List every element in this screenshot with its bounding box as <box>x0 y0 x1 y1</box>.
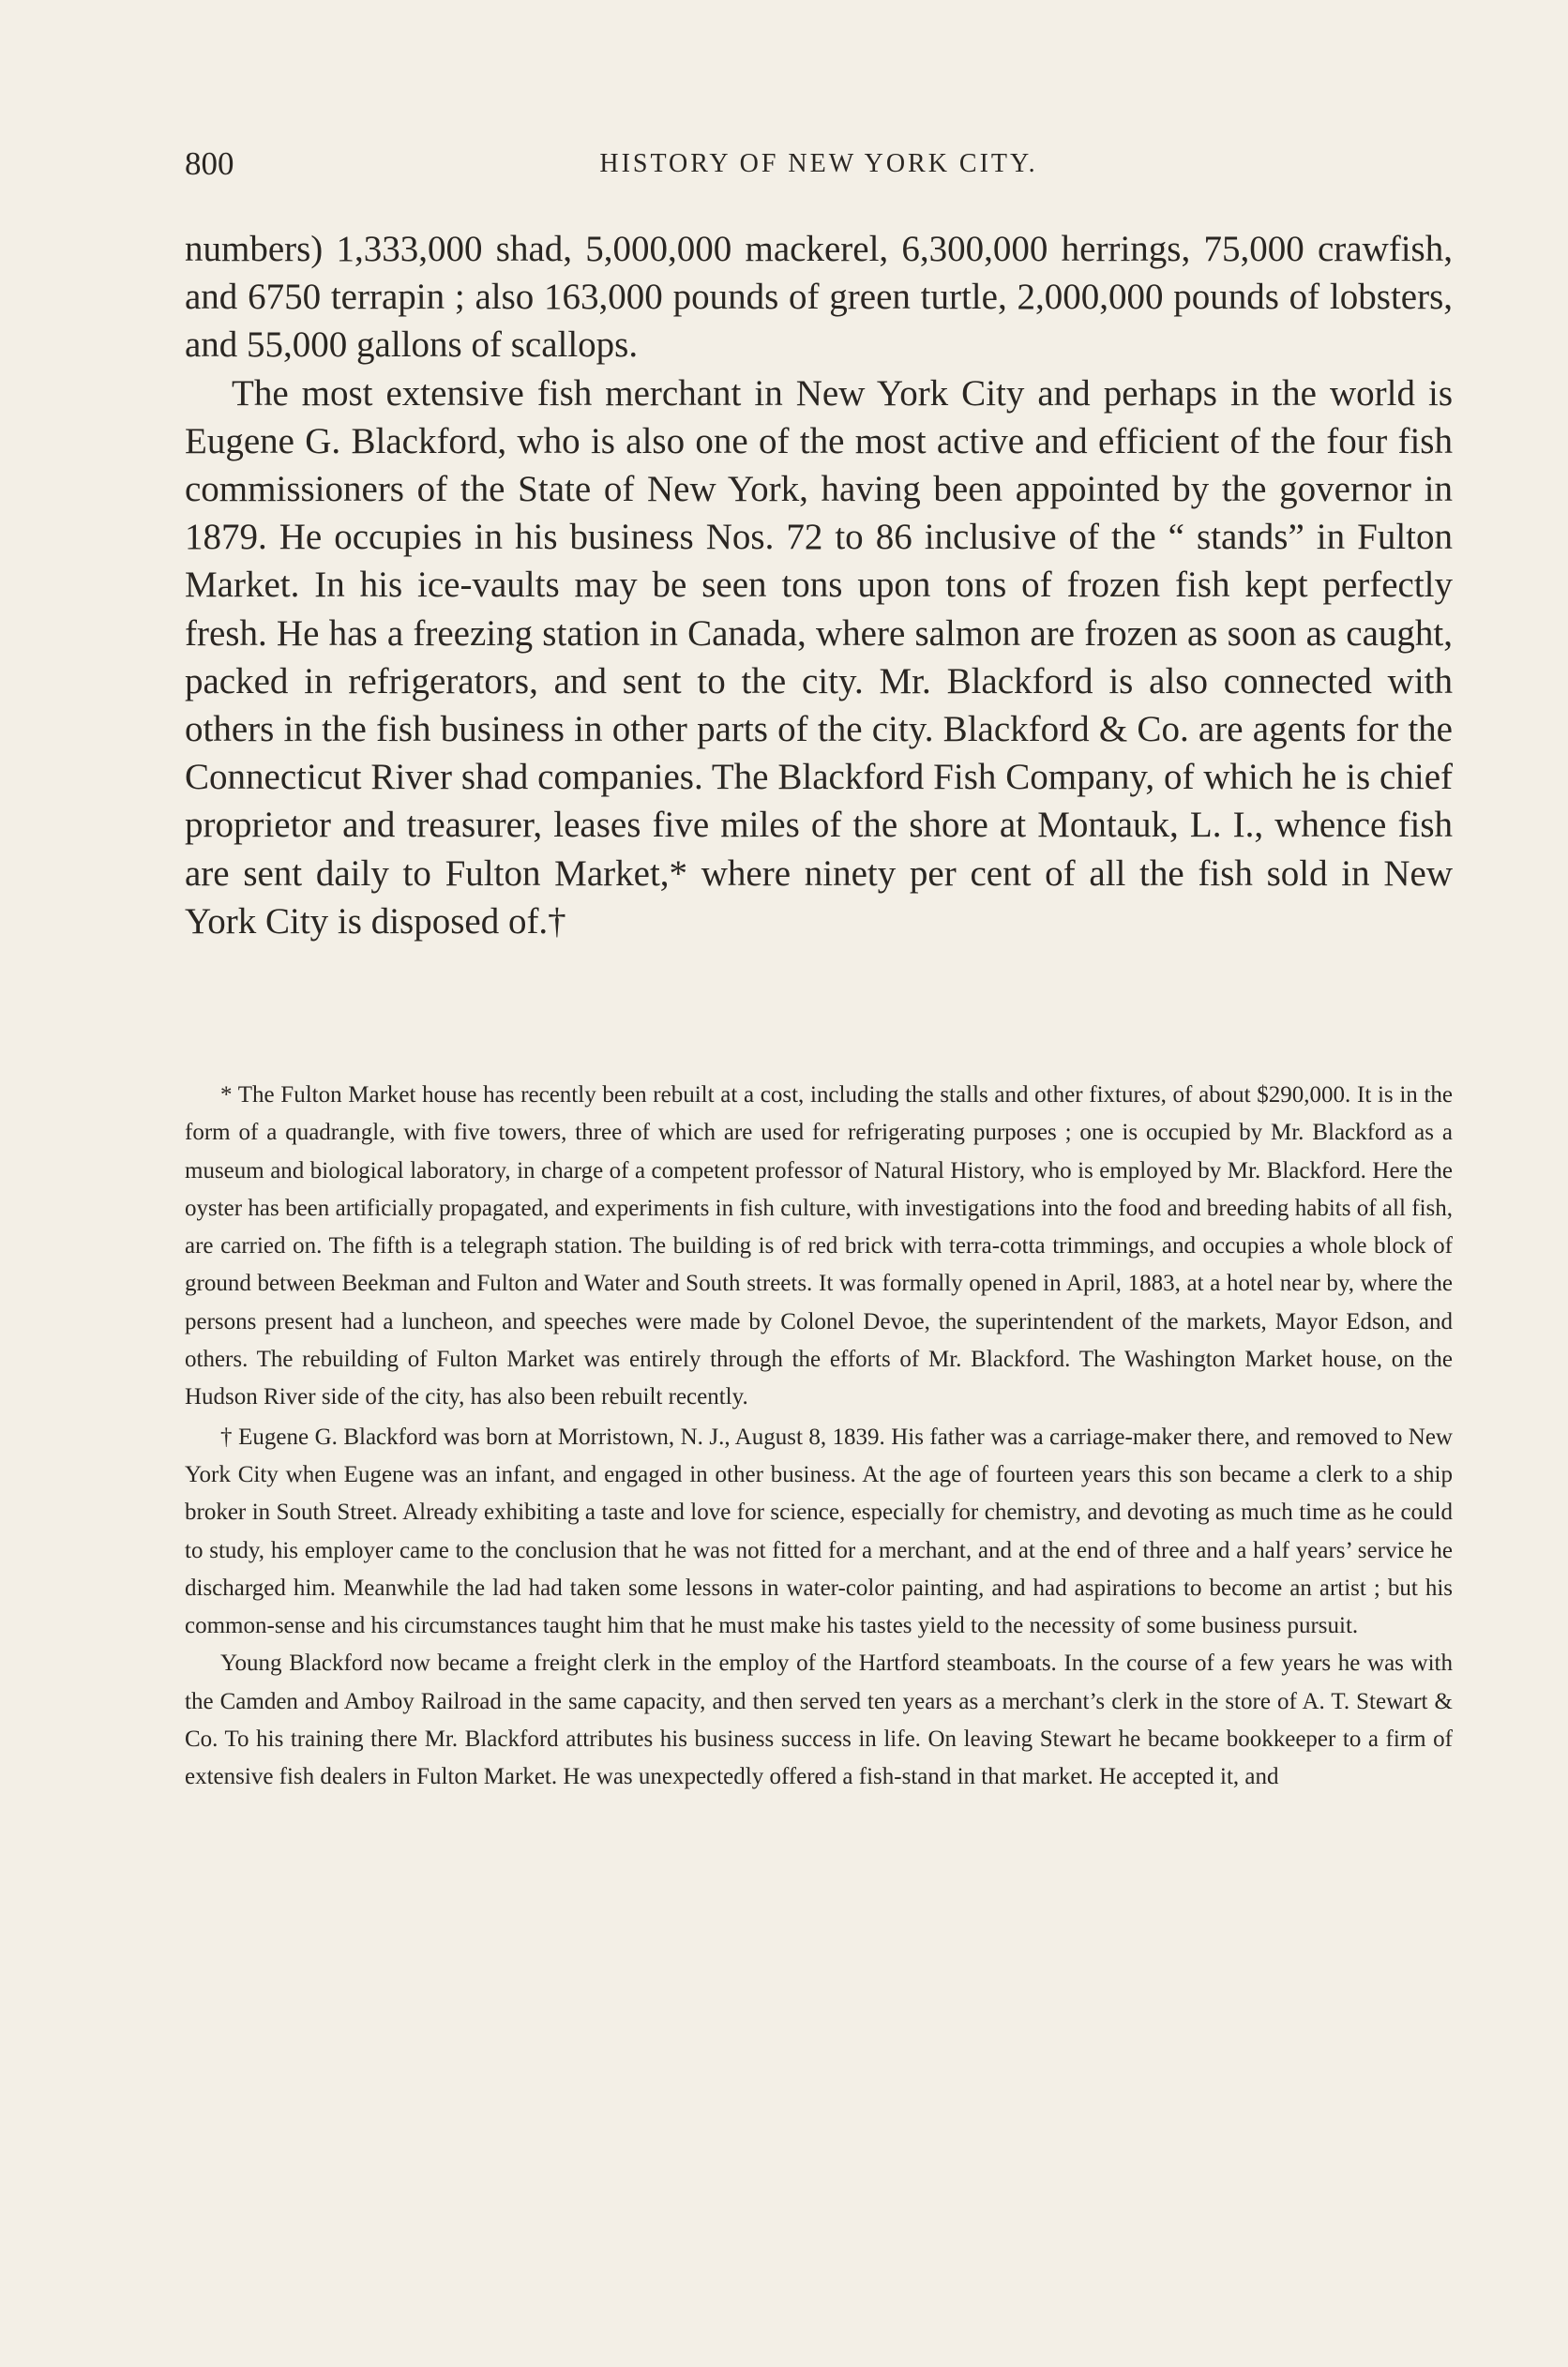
footnotes <box>185 1077 1453 1797</box>
paragraph-blackford: The most extensive fish merchant in New York City and perhaps in the world is Eugene G. Blackford, who is also one of the most active and efficient of the four fish commissioners of the State of New York, having been appointed by the governor in 1879. He occupies in his business Nos. 72 to 86 inclusive of the “ stands” in Fulton Market. In his ice-vaults may be seen tons upon tons of frozen fish kept perfectly fresh. He has a freezing station in Canada, where salmon are frozen as soon as caught, packed in refrigerators, and sent to the city. Mr. Blackford is also connected with others in the fish business in other parts of the city. Blackford & Co. are agents for the Connecticut River shad companies. The Blackford Fish Company, of which he is chief proprietor and treasurer, leases five miles of the shore at Montauk, L. I., whence fish are sent daily to Fulton Market,* where ninety per cent of all the fish sold in New York City is disposed of.† <box>185 372 1453 942</box>
footnote-asterisk: * The Fulton Market house has recently been rebuilt at a cost, including the stalls and other fixtures, of about $290,000. It is in the form of a quadrangle, with five towers, three of which are used for refrigerating purposes ; one is occupied by Mr. Blackford as a museum and biological laboratory, in charge of a competent professor of Natural History, who is employed by Mr. Blackford. Here the oyster has been artificially propagated, and experiments in fish culture, with investigations into the food and breeding habits of all fish, are carried on. The fifth is a telegraph station. The building is of red brick with terra-cotta trimmings, and occupies a whole block of ground between Beekman and Fulton and Water and South streets. It was formally opened in April, 1883, at a hotel near by, where the persons present had a luncheon, and speeches were made by Colonel Devoe, the superintendent of the markets, Mayor Edson, and others. The rebuilding of Fulton Market was entirely through the efforts of Mr. Blackford. The Washington Market house, on the Hudson River side of the city, has also been rebuilt recently. <box>185 1082 1453 1410</box>
footnote-dagger: † Eugene G. Blackford was born at Morristown, N. J., August 8, 1839. His father was a carriage-maker there, and removed to New York City when Eugene was an infant, and engaged in other business. At the age of fourteen years this son became a clerk to a ship broker in South Street. Already exhibiting a taste and love for science, especially for chemistry, and devoting as much time as he could to study, his employer came to the conclusion that he was not fitted for a merchant, and at the end of three and a half years’ service he discharged him. Meanwhile the lad had taken some lessons in water-color painting, and had aspirations to become an artist ; but his common-sense and his circumstances taught him that he must make his tastes yield to the necessity of some business pursuit. <box>185 1424 1453 1639</box>
running-title: HISTORY OF NEW YORK CITY. <box>599 149 1038 178</box>
footnote-dagger-continued: Young Blackford now became a freight clerk in the employ of the Hartford steamboats. In the course of a few years he was with the Camden and Amboy Railroad in the same capacity, and then served ten years as a merchant’s clerk in the store of A. T. Stewart & Co. To his training there Mr. Blackford attributes his business success in life. On leaving Stewart he became bookkeeper to a firm of extensive fish dealers in Fulton Market. He was unexpectedly offered a fish-stand in that market. He accepted it, and <box>185 1651 1453 1790</box>
page-number: 800 <box>185 145 234 182</box>
page-header <box>185 145 1453 192</box>
paragraph-continued: numbers) 1,333,000 shad, 5,000,000 mackerel, 6,300,000 herrings, 75,000 crawfish, and 6750 terrapin ; also 163,000 pounds of green turtle, 2,000,000 pounds of lobsters, and 55,000 gallons of scallops. <box>185 229 1453 366</box>
main-text <box>185 225 1453 945</box>
